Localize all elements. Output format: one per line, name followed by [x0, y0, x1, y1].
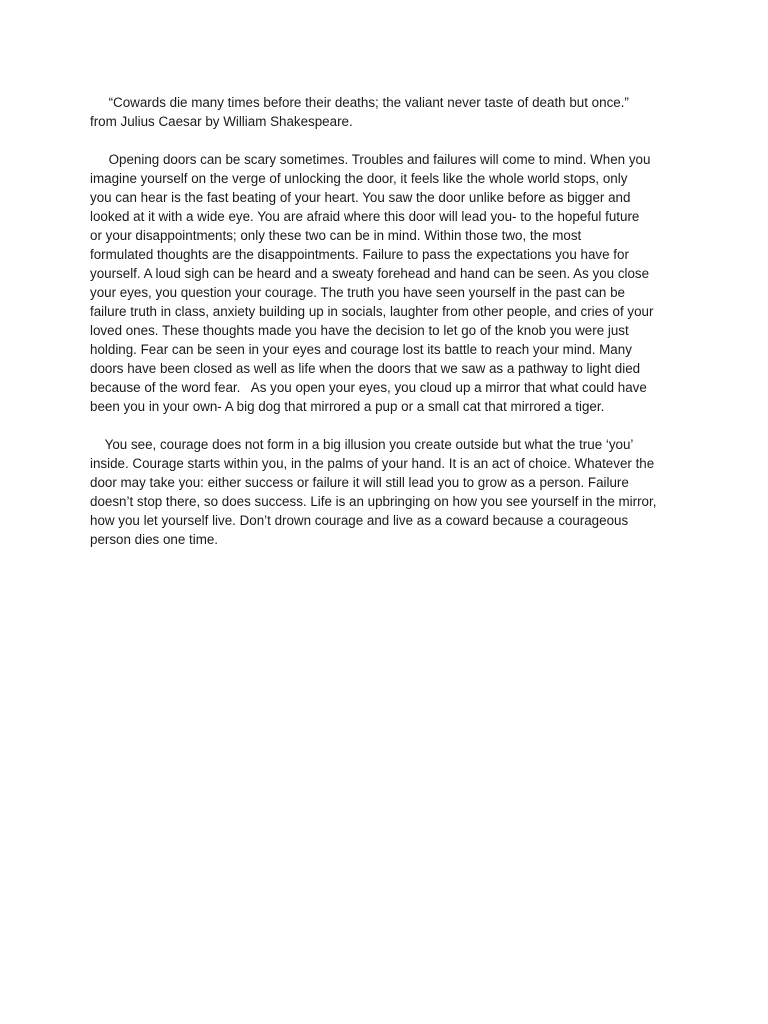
text-line: your eyes, you question your courage. The truth you have seen yourself in the past can be — [90, 285, 625, 300]
text-line: loved ones. These thoughts made you have the decision to let go of the knob you were just — [90, 323, 629, 338]
text-line: inside. Courage starts within you, in the palms of your hand. It is an act of choice. Whatever the — [90, 456, 655, 471]
text-line: person dies one time. — [90, 532, 219, 547]
text-line: Opening doors can be scary sometimes. Troubles and failures will come to mind. When you — [90, 152, 651, 167]
text-line: looked at it with a wide eye. You are afraid where this door will lead you- to the hopeful future — [90, 209, 640, 224]
text-line: or your disappointments; only these two can be in mind. Within those two, the most — [90, 228, 582, 243]
body-paragraph-2 — [90, 435, 682, 549]
text-line: “Cowards die many times before their deaths; the valiant never taste of death but once.” — [90, 95, 629, 110]
text-line: how you let yourself live. Don’t drown courage and live as a coward because a courageous — [90, 513, 629, 528]
text-line: imagine yourself on the verge of unlocking the door, it feels like the whole world stops, only — [90, 171, 628, 186]
text-line: door may take you: either success or failure it will still lead you to grow as a person. Failure — [90, 475, 629, 490]
quote-paragraph — [90, 93, 682, 131]
body-paragraph-1 — [90, 150, 682, 416]
text-line: because of the word fear. As you open your eyes, you cloud up a mirror that what could have — [90, 380, 647, 395]
text-line: You see, courage does not form in a big illusion you create outside but what the true ‘you’ — [90, 437, 634, 452]
text-line: failure truth in class, anxiety building up in socials, laughter from other people, and cries of your — [90, 304, 654, 319]
text-line: doors have been closed as well as life when the doors that we saw as a pathway to light died — [90, 361, 641, 376]
text-line: yourself. A loud sigh can be heard and a sweaty forehead and hand can be seen. As you close — [90, 266, 650, 281]
text-line: holding. Fear can be seen in your eyes and courage lost its battle to reach your mind. Many — [90, 342, 632, 357]
text-line: been you in your own- A big dog that mirrored a pup or a small cat that mirrored a tiger. — [90, 399, 605, 414]
text-line: doesn’t stop there, so does success. Life is an upbringing on how you see yourself in the mirror, — [90, 494, 657, 509]
text-line: from Julius Caesar by William Shakespeare. — [90, 114, 353, 129]
text-line: you can hear is the fast beating of your heart. You saw the door unlike before as bigger and — [90, 190, 631, 205]
text-line: formulated thoughts are the disappointments. Failure to pass the expectations you have for — [90, 247, 629, 262]
